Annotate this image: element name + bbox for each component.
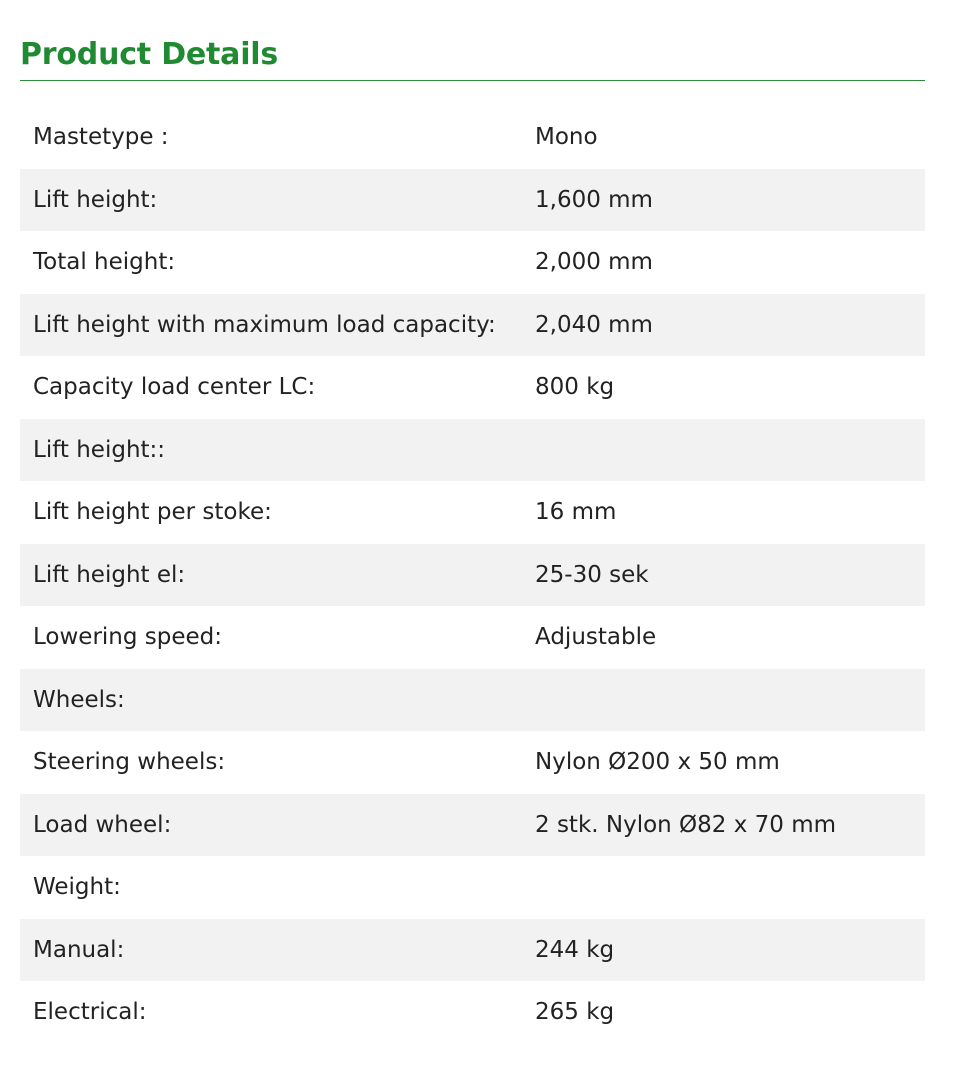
spec-row [20,544,925,607]
spec-label: Steering wheels: [33,749,226,776]
spec-label: Load wheel: [33,811,172,838]
spec-row [20,731,925,794]
spec-label: Lift height:: [33,436,166,463]
spec-row [20,231,925,294]
spec-label: Wheels: [33,686,125,713]
spec-row [20,169,925,232]
spec-label: Capacity load center LC: [33,374,316,401]
spec-row [20,606,925,669]
spec-value: 16 mm [535,499,617,526]
spec-label: Electrical: [33,999,147,1026]
spec-value: Adjustable [535,624,657,651]
spec-row [20,294,925,357]
spec-value: Nylon Ø200 x 50 mm [535,749,780,776]
spec-row [20,106,925,169]
spec-label: Lift height: [33,186,158,213]
spec-value: 265 kg [535,999,615,1026]
spec-label: Lift height el: [33,561,186,588]
spec-value: 244 kg [535,936,615,963]
spec-row [20,669,925,732]
spec-row [20,919,925,982]
spec-row [20,419,925,482]
spec-label: Mastetype : [33,124,169,151]
spec-label: Lift height per stoke: [33,499,272,526]
spec-value: 2 stk. Nylon Ø82 x 70 mm [535,811,837,838]
spec-label: Lift height with maximum load capacity: [33,311,496,338]
section-title: Product Details [20,37,279,72]
spec-value: 800 kg [535,374,615,401]
spec-row [20,981,925,1044]
spec-value: 1,600 mm [535,186,653,213]
spec-label: Manual: [33,936,125,963]
spec-table [20,106,925,1044]
spec-row [20,856,925,919]
spec-value: 2,000 mm [535,249,653,276]
spec-value: 25-30 sek [535,561,649,588]
spec-label: Weight: [33,874,121,901]
product-details-section [20,0,925,1044]
spec-value: Mono [535,124,598,151]
spec-label: Total height: [33,249,176,276]
spec-label: Lowering speed: [33,624,223,651]
spec-value: 2,040 mm [535,311,653,338]
spec-row [20,356,925,419]
spec-row [20,481,925,544]
spec-row [20,794,925,857]
title-divider [20,80,925,81]
